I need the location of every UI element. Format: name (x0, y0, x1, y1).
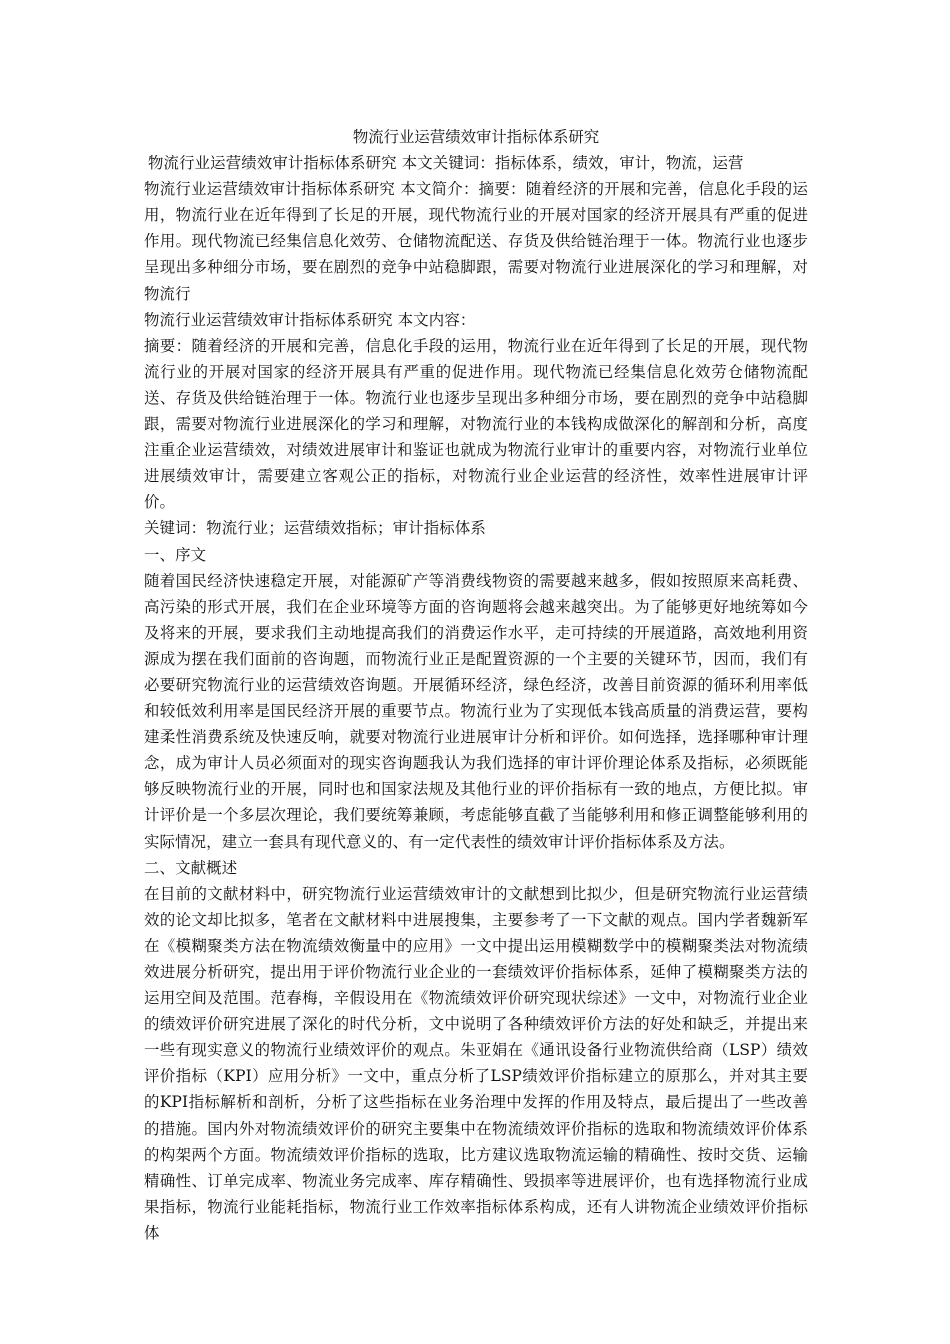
abstract-paragraph: 摘要：随着经济的开展和完善，信息化手段的运用，物流行业在近年得到了长足的开展，现代物流行业的开展对国家的经济开展具有严重的促进作用。现代物流已经集信息化效劳仓储物流配送、存货及供给链治理于一体。物流行业也逐步呈现出多种细分市场，要在剧烈的竞争中站稳脚跟，需要对物流行业进展深化的学习和理解，对物流行业的本钱构成做深化的解剖和分析，高度注重企业运营绩效，对绩效进展审计和鉴证也就成为物流行业审计的重要内容，对物流行业单位进展绩效审计，需要建立客观公正的指标，对物流行业企业运营的经济性，效率性进展审计评价。 (144, 336, 808, 512)
section-heading-preface: 一、序文 (144, 545, 207, 564)
keywords-line: 物流行业运营绩效审计指标体系研究 本文关键词：指标体系，绩效，审计，物流，运营 (148, 154, 744, 173)
section-heading-literature: 二、文献概述 (144, 858, 238, 877)
intro-paragraph: 物流行业运营绩效审计指标体系研究 本文简介：摘要：随着经济的开展和完善，信息化手段的运用，物流行业在近年得到了长足的开展，现代物流行业的开展对国家的经济开展具有严重的促进作用。现代物流已经集信息化效劳、仓储物流配送、存货及供给链治理于一体。物流行业也逐步呈现出多种细分市场，要在剧烈的竞争中站稳脚跟，需要对物流行业进展深化的学习和理解，对物流行 (144, 180, 808, 303)
literature-paragraph: 在目前的文献材料中，研究物流行业运营绩效审计的文献想到比拟少，但是研究物流行业运营绩效的论文却比拟多，笔者在文献材料中进展搜集，主要参考了一下文献的观点。国内学者魏新军在《模糊聚类方法在物流绩效衡量中的应用》一文中提出运用模糊数学中的模糊聚类法对物流绩效进展分析研究，提出用于评价物流行业企业的一套绩效评价指标体系，延伸了模糊聚类方法的运用空间及范围。范春梅，辛假设用在《物流绩效评价研究现状综述》一文中，对物流行业企业的绩效评价研究进展了深化的时代分析，文中说明了各种绩效评价方法的好处和缺乏，并提出来一些有现实意义的物流行业绩效评价的观点。朱亚娟在《通讯设备行业物流供给商（LSP）绩效评价指标（KPI）应用分析》一文中，重点分析了LSP绩效评价指标建立的原那么，并对其主要的KPI指标解析和剖析，分析了这些指标在业务治理中发挥的作用及特点，最后提出了一些改善的措施。国内外对物流绩效评价的研究主要集中在物流绩效评价指标的选取和物流绩效评价体系的构架两个方面。物流绩效评价指标的选取，比方建议选取物流运输的精确性、按时交货、运输精确性、订单完成率、物流业务完成率、库存精确性、毁损率等进展评价，也有选择物流行业成果指标，物流行业能耗指标，物流行业工作效率指标体系构成，还有人讲物流企业绩效评价指标体 (144, 884, 808, 1242)
content-label: 物流行业运营绩效审计指标体系研究 本文内容： (144, 310, 476, 329)
preface-paragraph: 随着国民经济快速稳定开展，对能源矿产等消费线物资的需要越来越多，假如按照原来高耗费、高污染的形式开展，我们在企业环境等方面的咨询题将会越来越突出。为了能够更好地统筹如今及将来的开展，要求我们主动地提高我们的消费运作水平，走可持续的开展道路，高效地利用资源成为摆在我们面前的咨询题，而物流行业正是配置资源的一个主要的关键环节，因而，我们有必要研究物流行业的运营绩效咨询题。开展循环经济，绿色经济，改善目前资源的循环利用率低和较低效利用率是国民经济开展的重要节点。物流行业为了实现低本钱高质量的消费运营，要构建柔性消费系统及快速反响，就要对物流行业进展审计分析和评价。如何选择，选择哪种审计理念，成为审计人员必须面对的现实咨询题我认为我们选择的审计评价理论体系及指标，必须既能够反映物流行业的开展，同时也和国家法规及其他行业的评价指标有一致的地点，方便比拟。审计评价是一个多层次理论，我们要统筹兼顾，考虑能够直截了当能够利用和修正调整能够利用的实际情况，建立一套具有现代意义的、有一定代表性的绩效审计评价指标体系及方法。 (144, 571, 808, 851)
keywords-paragraph: 关键词：物流行业；运营绩效指标；审计指标体系 (144, 519, 486, 538)
document-page (144, 124, 808, 1246)
document-title: 物流行业运营绩效审计指标体系研究 (352, 128, 600, 146)
